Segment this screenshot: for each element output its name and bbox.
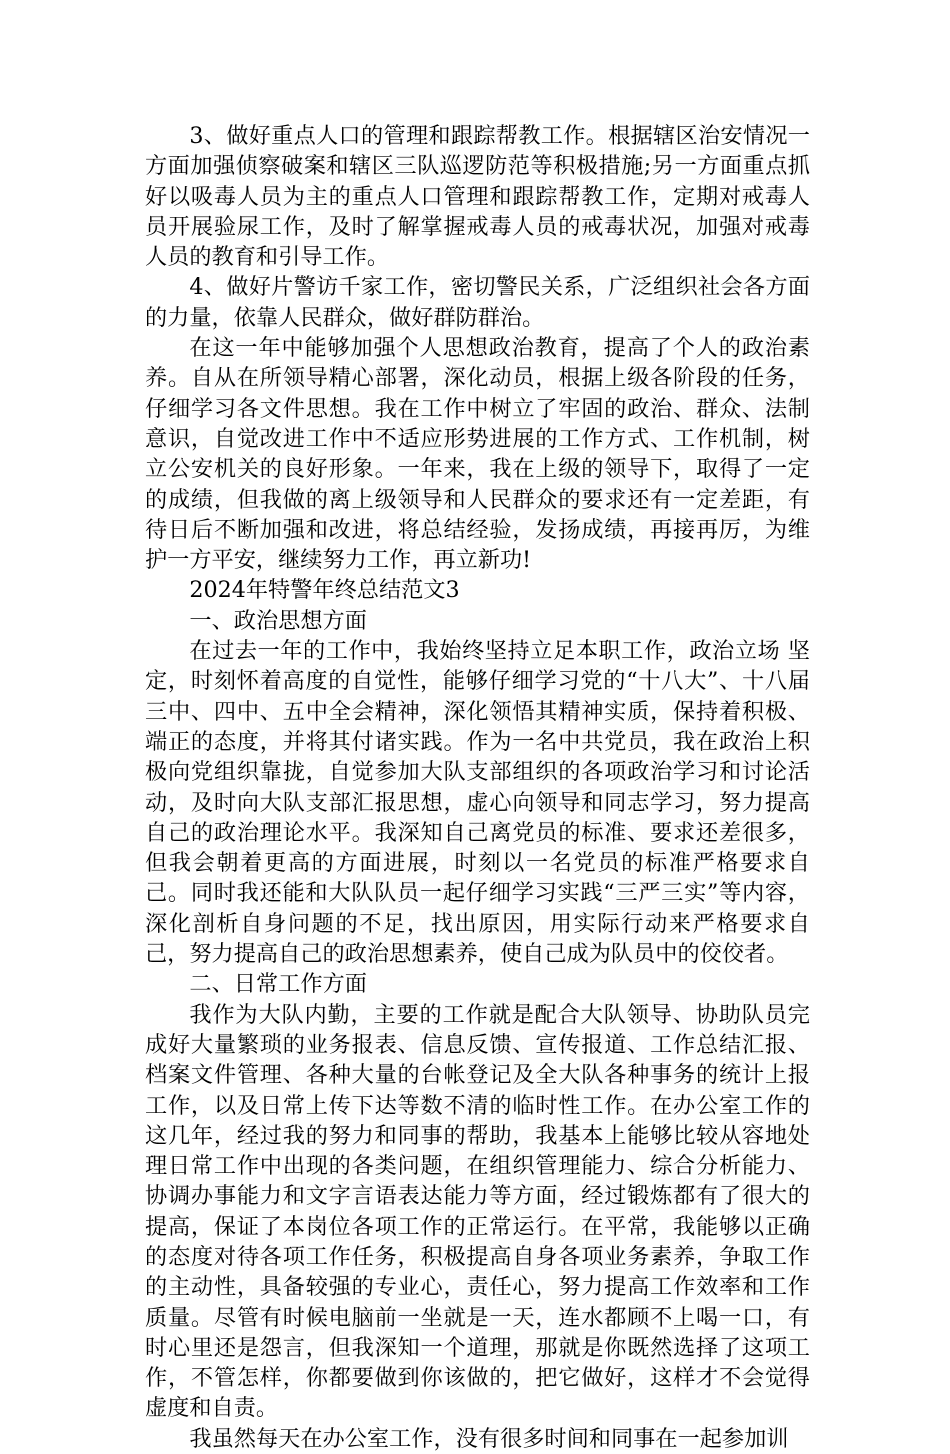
section-heading-political: 一、政治思想方面 [189, 607, 367, 634]
paragraph-item-4-duty: 4、做好片警访千家工作，密切警民关系，广泛组织社会各方面的力量，依靠人民群众，做好群防群治。 [145, 274, 810, 331]
paragraph-political-thought: 在过去一年的工作中，我始终坚持立足本职工作，政治立场 坚定，时刻怀着高度的自觉性，能够仔细学习党的“十八大”、十八届三中、四中、五中全会精神，深化领悟其精神实质，保持着积极、端正的态度，并将其付诸实践。作为一名中共党员，我在政治上积极向党组织靠拢，自觉参加大队支部组织的各项政治学习和讨论活动，及时向大队支部汇报思想，虚心向领导和同志学习，努力提高自己的政治理论水平。我深知自己离党员的标准、要求还差很多，但我会朝着更高的方面进展，时刻以一名党员的标准严格要求自己。同时我还能和大队队员一起仔细学习实践“三严三实”等内容，深化剖析自身问题的不足，找出原因，用实际行动来严格要求自己，努力提高自己的政治思想素养，使自己成为队员中的佼佼者。 [145, 638, 810, 968]
paragraph-self-education: 在这一年中能够加强个人思想政治教育，提高了个人的政治素养。自从在所领导精心部署，深化动员，根据上级各阶段的任务，仔细学习各文件思想。我在工作中树立了牢固的政治、群众、法制意识，自觉改进工作中不适应形势进展的工作方式、工作机制，树立公安机关的良好形象。一年来，我在上级的领导下，取得了一定的成绩，但我做的离上级领导和人民群众的要求还有一定差距，有待日后不断加强和改进，将总结经验，发扬成绩，再接再厉，为维护一方平安，继续努力工作，再立新功! [145, 335, 810, 574]
document-page [145, 121, 810, 1454]
section-heading-daily-work: 二、日常工作方面 [189, 971, 367, 998]
paragraph-item-3-duty: 3、做好重点人口的管理和跟踪帮教工作。根据辖区治安情况一方面加强侦察破案和辖区三队巡逻防范等积极措施;另一方面重点抓好以吸毒人员为主的重点人口管理和跟踪帮教工作，定期对戒毒人员开展验尿工作，及时了解掌握戒毒人员的戒毒状况，加强对戒毒人员的教育和引导工作。 [145, 123, 810, 271]
paragraph-office-training: 我虽然每天在办公室工作，没有很多时间和同事在一起参加训 [189, 1425, 789, 1452]
paragraph-daily-work: 我作为大队内勤，主要的工作就是配合大队领导、协助队员完成好大量繁琐的业务报表、信息反馈、宣传报道、工作总结汇报、档案文件管理、各种大量的台帐登记及全大队各种事务的统计上报工作，以及日常上传下达等数不清的临时性工作。在办公室工作的这几年，经过我的努力和同事的帮助，我基本上能够比较从容地处理日常工作中出现的各类问题，在组织管理能力、综合分析能力、协调办事能力和文字言语表达能力等方面，经过锻炼都有了很大的提高，保证了本岗位各项工作的正常运行。在平常，我能够以正确的态度对待各项工作任务，积极提高自身各项业务素养，争取工作的主动性，具备较强的专业心，责任心，努力提高工作效率和工作质量。尽管有时候电脑前一坐就是一天，连水都顾不上喝一口，有时心里还是怨言，但我深知一个道理，那就是你既然选择了这项工作，不管怎样，你都要做到你该做的，把它做好，这样才不会觉得虚度和自责。 [145, 1001, 810, 1422]
document-title: 2024年特警年终总结范文3 [189, 577, 460, 604]
